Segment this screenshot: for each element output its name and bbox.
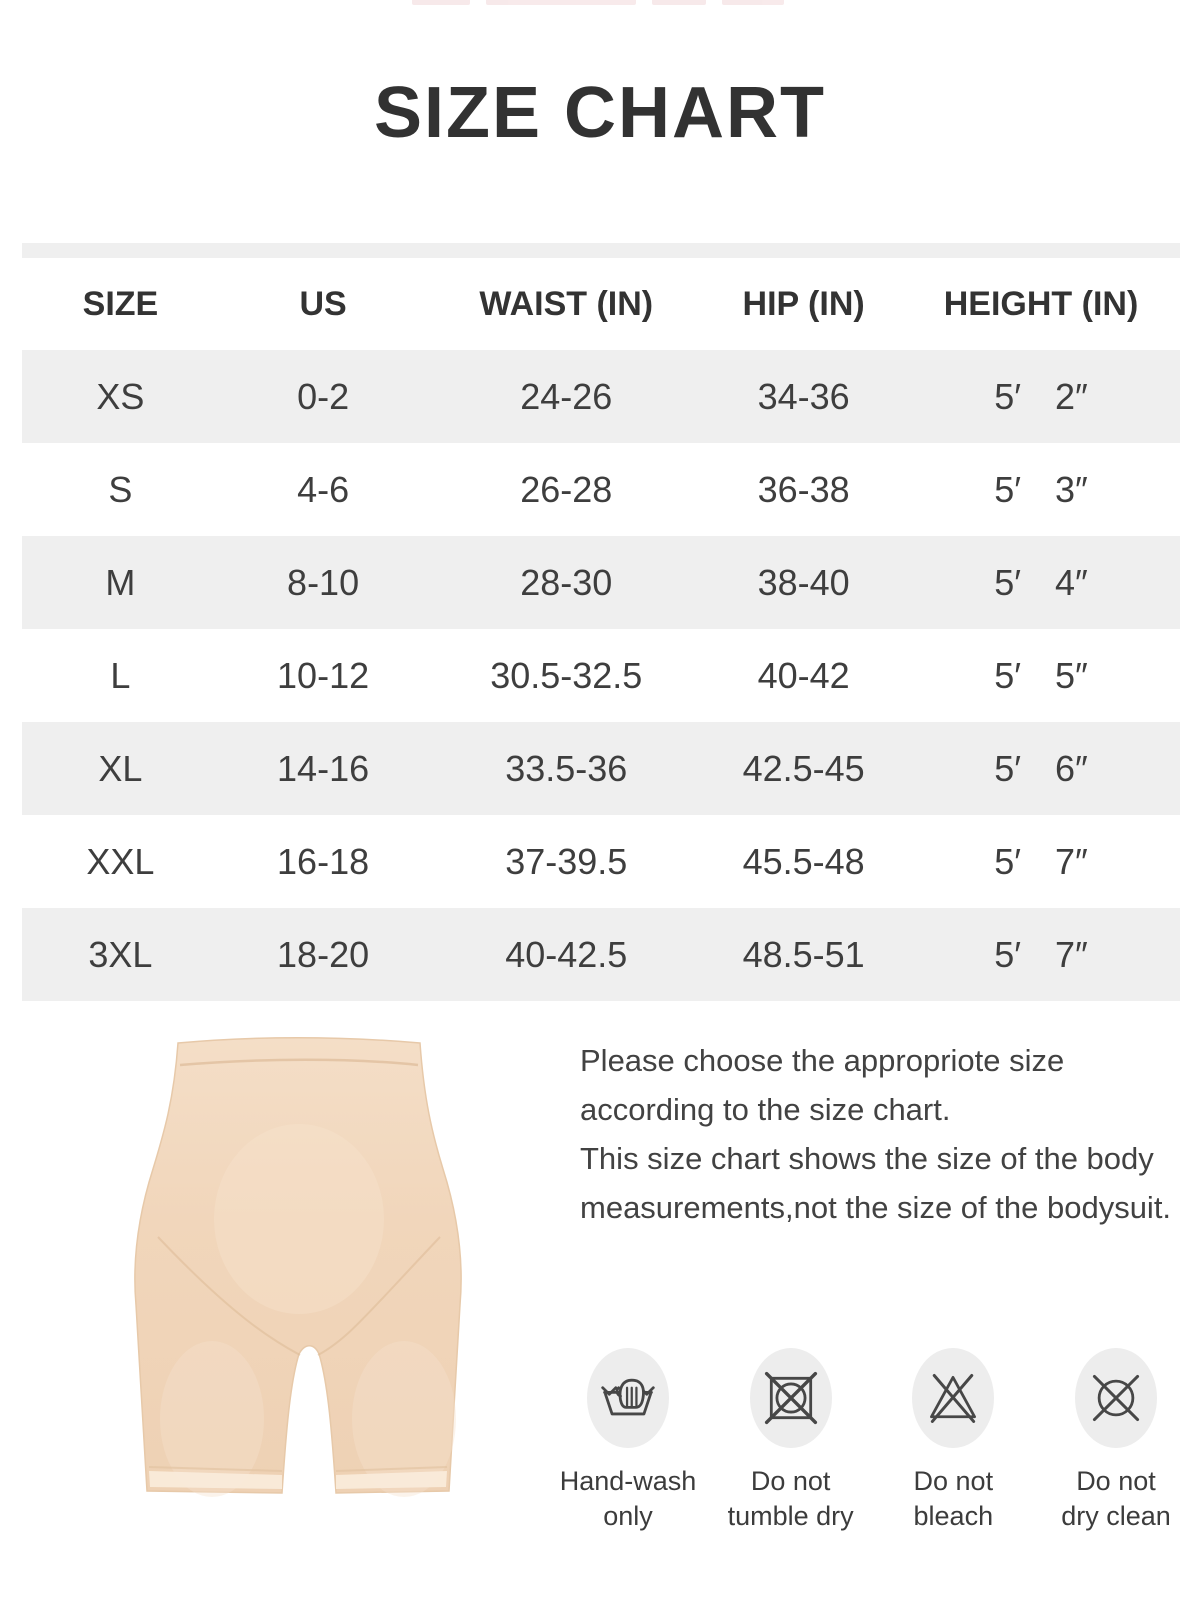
column-header-waist: WAIST (IN): [479, 284, 654, 323]
height-feet: 5′: [994, 747, 1022, 789]
height-cell: [902, 376, 1180, 418]
shapewear-graphic: [112, 1018, 508, 1570]
do-not-tumble-dry-icon: [750, 1348, 832, 1448]
height-cell: [902, 655, 1180, 697]
table-header-row: [22, 258, 1180, 350]
us-cell: 14-16: [277, 747, 370, 789]
waist-cell: 30.5-32.5: [490, 654, 643, 696]
column-header-height: HEIGHT (IN): [943, 284, 1139, 323]
hip-cell: 45.5-48: [742, 840, 865, 882]
table-row: [22, 908, 1180, 1001]
cropped-top-artifact: [412, 0, 784, 5]
care-label: Do not bleach: [913, 1466, 994, 1531]
care-label: Do not dry clean: [1061, 1466, 1171, 1531]
table-top-stripe: [22, 243, 1180, 258]
height-cell: [902, 934, 1180, 976]
size-notes: [580, 1036, 1180, 1232]
size-cell: M: [105, 561, 136, 603]
shapewear-product-image: [112, 1018, 508, 1570]
waist-cell: 24-26: [520, 375, 613, 417]
table-row: [22, 722, 1180, 815]
hip-cell: 48.5-51: [742, 933, 865, 975]
height-feet: 5′: [994, 840, 1022, 882]
height-cell: [902, 562, 1180, 604]
care-item: [715, 1348, 867, 1534]
hip-cell: 38-40: [757, 561, 850, 603]
size-cell: XL: [98, 747, 143, 789]
table-row: [22, 443, 1180, 536]
column-header-us: US: [299, 284, 347, 323]
hip-cell: 36-38: [757, 468, 850, 510]
us-cell: 8-10: [287, 561, 360, 603]
do-not-dry-clean-icon: [1075, 1348, 1157, 1448]
us-cell: 4-6: [297, 468, 350, 510]
care-label: Do not tumble dry: [727, 1466, 854, 1531]
height-inches: 6″: [1055, 747, 1088, 789]
height-inches: 5″: [1055, 654, 1088, 696]
do-not-bleach-icon: [912, 1348, 994, 1448]
height-feet: 5′: [994, 654, 1022, 696]
waist-cell: 40-42.5: [505, 933, 628, 975]
us-cell: 16-18: [277, 840, 370, 882]
column-header-hip: HIP (IN): [742, 284, 865, 323]
height-feet: 5′: [994, 561, 1022, 603]
page-title: SIZE CHART: [374, 73, 826, 153]
care-item: [877, 1348, 1029, 1534]
size-cell: XS: [96, 375, 145, 417]
us-cell: 10-12: [277, 654, 370, 696]
table-row: [22, 536, 1180, 629]
table-row: [22, 815, 1180, 908]
column-header-size: SIZE: [82, 284, 159, 323]
height-inches: 2″: [1055, 375, 1088, 417]
height-feet: 5′: [994, 468, 1022, 510]
size-cell: L: [110, 654, 131, 696]
size-cell: S: [108, 468, 133, 510]
note-paragraph-1: Please choose the appropriote size according to the size chart.: [580, 1043, 1065, 1127]
hip-cell: 42.5-45: [742, 747, 865, 789]
waist-cell: 37-39.5: [505, 840, 628, 882]
height-feet: 5′: [994, 375, 1022, 417]
size-table: [22, 258, 1180, 1001]
hip-cell: 34-36: [757, 375, 850, 417]
size-cell: 3XL: [88, 933, 153, 975]
height-inches: 4″: [1055, 561, 1088, 603]
height-cell: [902, 841, 1180, 883]
table-row: [22, 350, 1180, 443]
us-cell: 0-2: [297, 375, 350, 417]
us-cell: 18-20: [277, 933, 370, 975]
hip-cell: 40-42: [757, 654, 850, 696]
height-inches: 7″: [1055, 840, 1088, 882]
waist-cell: 28-30: [520, 561, 613, 603]
size-cell: XXL: [86, 840, 155, 882]
waist-cell: 33.5-36: [505, 747, 628, 789]
height-inches: 7″: [1055, 933, 1088, 975]
care-item: [1040, 1348, 1192, 1534]
height-cell: [902, 469, 1180, 511]
waist-cell: 26-28: [520, 468, 613, 510]
table-row: [22, 629, 1180, 722]
table-body: [22, 350, 1180, 1001]
care-label: Hand-wash only: [559, 1466, 697, 1531]
hand-wash-icon: [587, 1348, 669, 1448]
height-feet: 5′: [994, 933, 1022, 975]
height-cell: [902, 748, 1180, 790]
care-instructions: [552, 1348, 1192, 1534]
care-item: [552, 1348, 704, 1534]
height-inches: 3″: [1055, 468, 1088, 510]
note-paragraph-2: This size chart shows the size of the body measurements,not the size of the bodysuit.: [580, 1141, 1172, 1225]
